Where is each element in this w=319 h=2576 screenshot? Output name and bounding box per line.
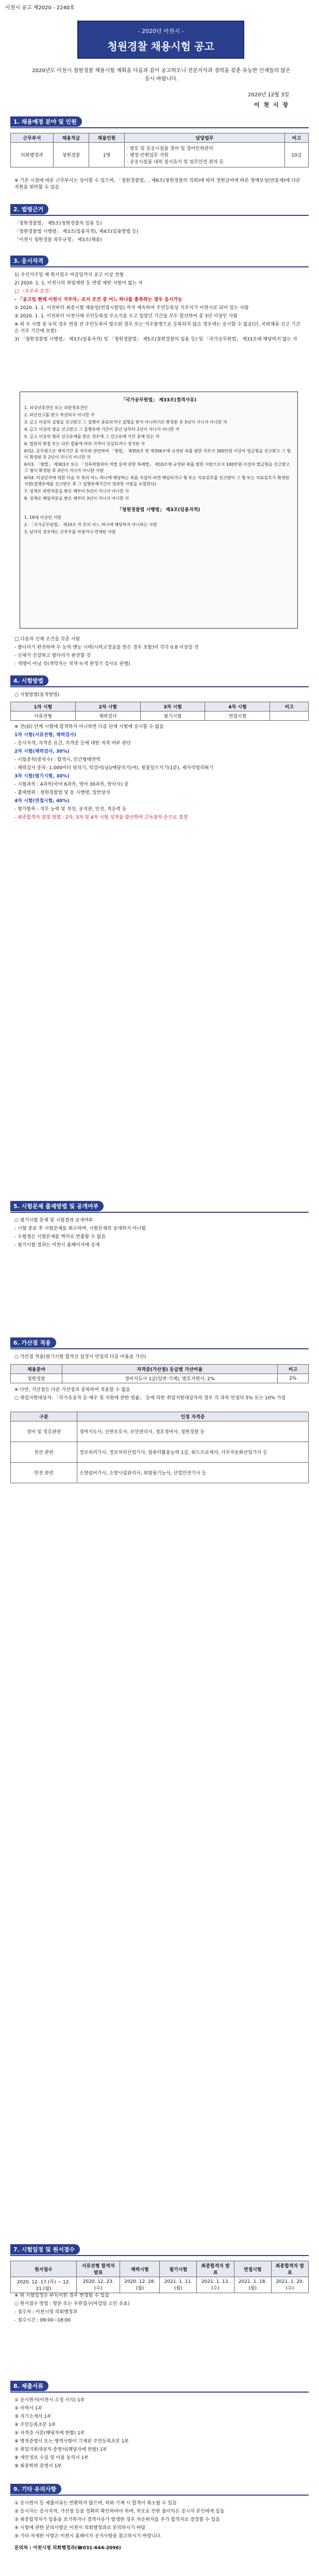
bonus-table	[10, 1364, 309, 1383]
list-item: 2. 「국가공무원법」 제33조 각 호의 어느 하나에 해당하지 아니하는 사람	[24, 522, 157, 527]
list-item: ② 2020. 1. 1. 이전부터 이천시에 주민등록상 주소지를 두고 있었던 기간을 모두 합산하여 총 3년 이상인 사람	[14, 314, 238, 319]
table-cell: 경비지도사, 신변보호사, 보안관리사, 경호경비사, 청원경찰 등	[77, 1421, 309, 1442]
list-item: ① 응시원서 등 제출서류는 반환하지 않으며, 허위 기재 시 합격이 취소될 수 있음	[14, 2501, 177, 2506]
box-footer-title: 「청원경찰법 시행령」 제3조(임용자격)	[117, 507, 200, 513]
schedule-table	[10, 2261, 309, 2293]
section-rule	[10, 1212, 309, 1213]
section-label: 9. 기타 유의사항	[10, 2484, 61, 2494]
table-cell: 필기시험	[140, 711, 205, 721]
list-item: 5. 금고 이상의 형의 선고유예를 받은 경우에 그 선고유예 기간 중에 있는 자	[24, 434, 160, 439]
table-cell: 경비 및 경호관련	[11, 1421, 77, 1442]
table-header: 1차 시험	[11, 702, 76, 711]
list-item: ② 이력서 1부	[14, 2406, 43, 2411]
exam-intro: ○ 시험방법(용적방법)	[14, 692, 60, 698]
table-header: 원서접수	[11, 2261, 77, 2277]
list-item: ① 2020. 1. 1. 이전부터 최종시험 채용일(면접시험일) 까지 계속하여 주민등록상 거주지가 이천시로 되어 있는 사람	[14, 306, 249, 311]
table-header: 필기시험	[160, 2261, 197, 2277]
table-header: 면접시험	[234, 2261, 271, 2277]
table-header: 비고	[270, 702, 309, 711]
table-cell: 2020. 12. 28.(월)	[120, 2277, 160, 2293]
table-header: 인정 자격증	[77, 1412, 309, 1421]
table-cell	[270, 711, 309, 721]
table-cell: 경비지도사 1급(일반·기계), 방호지원사, 2%	[62, 1374, 277, 1383]
table-cell: 1명	[89, 143, 124, 167]
list-item: 3차 시험(필기시험, 30%)	[14, 774, 70, 779]
disqualification-box	[20, 392, 298, 629]
list-item: - 시험과목 : 4과목(국어 6과목, 영어 30과목, 한국사) 중	[14, 782, 129, 787]
list-item: - 팔다리가 완전하며 두 눈의 맨눈 시력(시력교정술을 받은 경우 포함)이 각각 0.8 이상일 것	[14, 645, 199, 650]
table-cell: 2020. 12. 23.(수)	[76, 2277, 120, 2293]
table-cell: 면접시험	[205, 711, 270, 721]
section-8-heading	[10, 2380, 48, 2392]
table-cell: 소방설비기사, 소방시설관리사, 위험물기능사, 산업안전기사 등	[77, 1463, 309, 1483]
table-cell: 2021. 1. 20.(수)	[271, 2277, 308, 2293]
section-6-heading	[10, 1337, 56, 1348]
table-header: 채용직급	[53, 133, 89, 143]
list-item: ※ 위 두 사항 중 ①의 경우 면접 전 주민등록이 말소된 경우 또는 거주불명으로 등록되지 않은 경우에는 응시할 수 없음(단, 국외체류 신고 기간은 거주 기간에 포함)	[14, 322, 300, 334]
box-title: 「국가공무원법」 제33조(결격사유)	[121, 398, 197, 403]
laws-list	[14, 221, 303, 245]
list-item: 8. 징계로 해임처분을 받은 때부터 3년이 지나지 아니한 자	[24, 496, 129, 501]
list-item: 1) 우선거주일 제 원서접수 마감일까지 공고 이상 전형	[14, 273, 124, 278]
title-subtitle: - 2020년 이천시 -	[138, 28, 184, 35]
list-item: 6. 법원의 판결 또는 다른 법률에 따라 자격이 상실되거나 정지된 자	[24, 442, 145, 446]
list-item: ④ 시험에 관한 문의사항은 이천시 의회행정과로 문의하시기 바람	[14, 2526, 146, 2531]
list-item: 3. 남자의 경우에는 군복무를 마쳤거나 면제된 사람	[24, 530, 116, 534]
table-header: 구분	[11, 1412, 77, 1421]
contact-info: 문의처 : 이천시청 의회행정과(☎031-644-2096)	[14, 2546, 121, 2551]
cautions-list	[14, 2500, 303, 2553]
table-cell: 의회행정과	[11, 143, 54, 167]
table-header: 2차 시험	[75, 702, 140, 711]
section-rule	[10, 215, 309, 216]
table-header: 담당업무	[124, 133, 284, 143]
section-2-heading	[10, 204, 48, 215]
certificate-table	[10, 1412, 309, 1483]
table-header: 서류전형 합격자 발표	[76, 2261, 120, 2277]
list-item: - 필기시험 결과는 이천시 홈페이지에 공개	[14, 1243, 100, 1248]
table-cell: 2%	[277, 1374, 308, 1383]
list-item: ※ 다만, 가산점은 다른 가산점과 중복하여 적용할 수 없음	[14, 1387, 130, 1393]
section-7-heading	[10, 2244, 80, 2255]
table-cell: 안전 관련	[11, 1463, 77, 1483]
table-cell: 2021. 1. 18.(월)	[234, 2277, 271, 2293]
list-item: □ 〈우주국 조건〉	[14, 289, 54, 294]
list-item: ② 응시자는 응시자격, 가산점 등을 정확히 확인하여야 하며, 착오로 인한 불이익은 응시자 본인에게 있음	[14, 2509, 225, 2514]
table-header: 3차 시험	[140, 702, 205, 711]
table1-note: ※ 기존 시점에 따른 근무부서는 상이할 수 있으며, 「청원경찰법」, 제6조(청원경찰의 직위)에 따라 정원급여에 따른 영예보상(연봉제)에 다른 직원을 위탁할 수 있음	[14, 178, 300, 190]
list-item: 「이천시 청원경찰 복무규정」 제3조(채용)	[14, 238, 102, 243]
section-label: 3. 응시자격	[10, 256, 48, 266]
notice-date: 2020년 12월 3일	[248, 92, 289, 98]
section-label: 1. 채용예정 분야 및 인원	[10, 116, 82, 127]
list-item: ⑤ 기타 자세한 사항은 이천시 홈페이지 공지사항을 참고하시기 바랍니다.	[14, 2534, 162, 2539]
list-item: - 신체가 건강하고 팔다리가 완전할 것	[14, 653, 91, 658]
table-header: 4차 시험	[205, 702, 270, 711]
section-5-heading	[10, 1200, 104, 1212]
section-rule	[10, 686, 309, 687]
table-cell: 서류전형	[11, 711, 76, 721]
list-item: ① 응시원서(이천시 소정 서식) 1부	[14, 2398, 85, 2403]
list-item: - 시험 종료 후 시험문제를 회수하며, 시험문제의 공개하지 아니함	[14, 1226, 146, 1231]
table-cell: 정보처리기사, 정보처리산업기사, 컴퓨터활용능력 1급, 워드프로세서, 사무자동화산업기사 등	[77, 1442, 309, 1463]
list-item: □ 다음의 신체 조건을 갖춘 사람	[14, 637, 80, 642]
list-item: 「청원경찰법」 제5조(청원경찰의 임용 등)	[14, 221, 102, 226]
section-label: 2. 법령근거	[10, 204, 48, 214]
list-item: ⑥ 병적증명서 또는 병역사항이 기재된 주민등록초본 1부	[14, 2439, 129, 2444]
list-item: 2차 시험(체력검사, 30%)	[14, 749, 70, 754]
list-item: 6의4. 미성년자에 대한 다음 각 목의 어느 하나에 해당하는 죄를 저질러 파면·해임되거나 형 또는 치료감호를 선고받아 그 형 또는 치료감호가 확정된 사람(집행유예를 선고받은 후 그 집행유예기간이 경과한 사람을 포함한다)	[24, 476, 290, 486]
table-cell: 2020. 12. 17.(목) ~ 12. 21.(월)	[11, 2277, 77, 2293]
list-item: - 시험종목(종목수) : 합격시, 인간형태연역	[14, 757, 100, 762]
list-item: ○ 필기시험 문제 및 시험결과 공개여부	[14, 1218, 93, 1223]
list-item: - 「공고일 현재 이천시 거주자」로서 조건 중 어느 하나를 충족하는 경우 응시가능	[14, 297, 182, 302]
bonus-notes	[14, 1387, 303, 1403]
section-1-heading	[10, 116, 82, 127]
list-item: ③ 자기소개서 1부	[14, 2414, 52, 2419]
notice-number: 이천시 공고 제2020 - 2240호	[5, 5, 75, 11]
list-item: ※ 전(前) 단계 시험에 합격하지 아니하면 다음 단계 시험에 응시할 수 없음	[14, 724, 164, 730]
documents-list	[14, 2397, 303, 2471]
section-3-heading	[10, 255, 48, 266]
section-label: 7. 시험일정 및 원서접수	[10, 2244, 80, 2255]
list-item: ⑨ 최종학력 증명서 1부	[14, 2464, 62, 2469]
qualifications-list	[14, 272, 303, 345]
section-label: 5. 시험문제 출제방법 및 공개여부	[10, 1201, 104, 1211]
list-item: - 수험생은 시험문제를 책자로 반출할 수 없음	[14, 1234, 106, 1240]
table-header: 채용인원	[89, 133, 124, 143]
table-header: 최종합격자 발표	[271, 2261, 308, 2277]
table-cell: 청원경찰	[53, 143, 89, 167]
table-cell: 10급	[284, 143, 308, 167]
list-item: 7. 징계로 파면처분을 받은 때부터 5년이 지나지 아니한 자	[24, 489, 129, 494]
list-item: 4차 시험(면접시험, 40%)	[14, 799, 70, 804]
section-rule	[10, 2392, 309, 2393]
section-rule	[10, 2255, 309, 2256]
list-item: 1. 피성년후견인 또는 피한정후견인	[24, 405, 88, 410]
list-item: - 최종합격자 결정 방법 : 2차, 3차 및 4차 시험 성적을 합산하여 고득점자 순으로 결정	[14, 815, 188, 820]
exam-details	[14, 724, 303, 823]
recruitment-table	[10, 133, 309, 167]
title-banner	[77, 21, 244, 59]
page-title: 청원경찰 채용시험 공고	[107, 40, 214, 53]
list-item: 1차 시험(서류전형, 체력검사)	[14, 733, 76, 738]
list-item: - 색맹이 아닐 것(색약자는 적색·녹색 판정기 검사로 판별)	[14, 662, 130, 667]
box-footer	[24, 515, 293, 535]
section-label: 8. 제출서류	[10, 2381, 48, 2391]
list-item: 4. 금고 이상의 형을 선고받고 그 집행유예 기간이 끝난 날부터 2년이 지나지 아니한 자	[24, 427, 179, 432]
body-condition-list	[14, 636, 303, 669]
section-rule	[10, 127, 309, 128]
list-item: 「청원경찰법 시행령」 제3조(임용자격), 제4조(임용방법 등)	[14, 229, 139, 234]
section-label: 4. 시험방법	[10, 675, 48, 686]
table-cell: 2021. 1. 11.(월)	[160, 2277, 197, 2293]
schedule-notes	[14, 2293, 303, 2326]
section-rule	[10, 1348, 309, 1349]
list-item: ⑦ 취업지원대상자 증명서(해당자에 한함) 1부	[14, 2447, 108, 2452]
list-item: - 출제범위 : 청원경찰법 및 동 시행령, 일반상식	[14, 790, 110, 795]
bonus-intro: ○ 가산점 적용(필기시험 합격선 설정시 만점의 다음 비율을 가산)	[14, 1354, 146, 1360]
list-item: - 평가항목 : 직무 능력 및 적성, 공직관, 인성, 적응력 등	[14, 807, 127, 812]
list-item: - 응시자격, 자격증 요건, 자격증 등에 대한 적격 여부 판단	[14, 741, 131, 746]
table-header: 비고	[277, 1365, 308, 1374]
table-header: 비고	[284, 133, 308, 143]
table-cell: 체력검사	[75, 711, 140, 721]
intro-text: 2020년도 이천시 청원경찰 채용시험 계획을 다음과 같이 공고하오니 전문지식과 경력을 갖춘 유능한 인재들의 많은 응시 바랍니다.	[32, 68, 291, 82]
list-item: ※ 위 시험일정은 부득이한 경우 변경될 수 있음	[14, 2293, 110, 2298]
list-item: ④ 주민등록초본 1부	[14, 2422, 56, 2428]
table-cell: 청원경찰	[11, 1374, 62, 1383]
box-content	[24, 405, 293, 502]
list-item: ⑧ 개인정보 수집 및 이용 동의서 1부	[14, 2455, 89, 2461]
list-item: - 접수시간 : 09:00~18:00	[14, 2318, 71, 2323]
list-item: 3) 「청원경찰법 시행령」 제3조(임용자격) 및 「청원경찰법」 제5조(청원경찰의 임용 등) 및 「국가공무원법」 제33조에 해당하지 않는 자	[14, 337, 297, 342]
table-cell: 2021. 1. 13.(수)	[197, 2277, 234, 2293]
list-item: 6의2. 공무원으로 재직기간 중 직무와 관련하여 「형법」 제355조 및 제356조에 규정된 죄를 범한 자로서 300만원 이상의 벌금형을 선고받고 그 형이 확정된 후 2년이 지나지 아니한 자	[24, 449, 291, 460]
section-9-heading	[10, 2483, 61, 2495]
table-header: 체력시험	[120, 2261, 160, 2277]
table-header: 자격증(가산점) 등급별 가산비율	[62, 1365, 277, 1374]
list-item: - 체력검사 종목: 1,000미터 달리기, 턱걸이(남)/매달리기(여), 윗몸일으키기(1분), 제자리멀리뛰기	[14, 766, 214, 771]
section-4-heading	[10, 675, 48, 686]
publish-list	[14, 1217, 303, 1250]
list-item: 2) 2020. 1. 1. 이천시의 취업제한 등 연령 제한 사항이 없는 자	[14, 281, 143, 286]
list-item: 6의3. 「형법」 제303조 또는 「성폭력범죄의 처벌 등에 관한 특례법」 제10조에 규정된 죄를 범한 사람으로서 100만원 이상의 벌금형을 선고받고 그 형이 확정된 후 3년이 지나지 아니한 사람	[24, 462, 290, 473]
list-item: ○ 취업지원대상자: 「국가유공자 등 예우 및 지원에 관한 법률」 등에 의한 취업지원대상자의 경우 각 과목 만점의 5% 또는 10% 가점	[14, 1396, 286, 1401]
table-cell: 전산 관련	[11, 1442, 77, 1463]
table-header: 근무부서	[11, 133, 54, 143]
section-label: 6. 가산점 적용	[10, 1337, 56, 1348]
issuer: 이 천 시 장	[254, 101, 289, 108]
list-item: 3. 금고 이상의 실형을 선고받고 그 집행이 종료되거나 집행을 받지 아니하기로 확정된 후 5년이 지나지 아니한 자	[24, 420, 227, 425]
section-rule	[10, 266, 309, 267]
exam-stage-table	[10, 702, 309, 721]
list-item: 2. 파산선고를 받고 복권되지 아니한 자	[24, 413, 95, 417]
list-item: ⑤ 자격증 사본(해당자에 한함) 1부	[14, 2431, 85, 2436]
list-item: - 접수처 : 이천시청 의회행정과	[14, 2310, 78, 2315]
table-header: 채용분야	[11, 1365, 62, 1374]
list-item: 1. 18세 이상인 사람	[24, 515, 61, 520]
table-cell: · 방호 및 공공시설물 경비 및 경비인력관리 · 행정·민원업무 지원 · 공공시설물 내의 질서유지 및 업무안전 관리 등	[124, 143, 284, 167]
table-header: 최종합격자 발표	[197, 2261, 234, 2277]
list-item: ○ 원서접수 방법 : 방문 또는 우편접수(마감일 소인 유효)	[14, 2301, 130, 2307]
list-item: ③ 최종합격자가 임용을 포기하거나 결격사유가 발생한 경우 차순위자를 추가 합격자로 결정할 수 있음	[14, 2517, 220, 2522]
section-rule	[10, 2495, 309, 2496]
